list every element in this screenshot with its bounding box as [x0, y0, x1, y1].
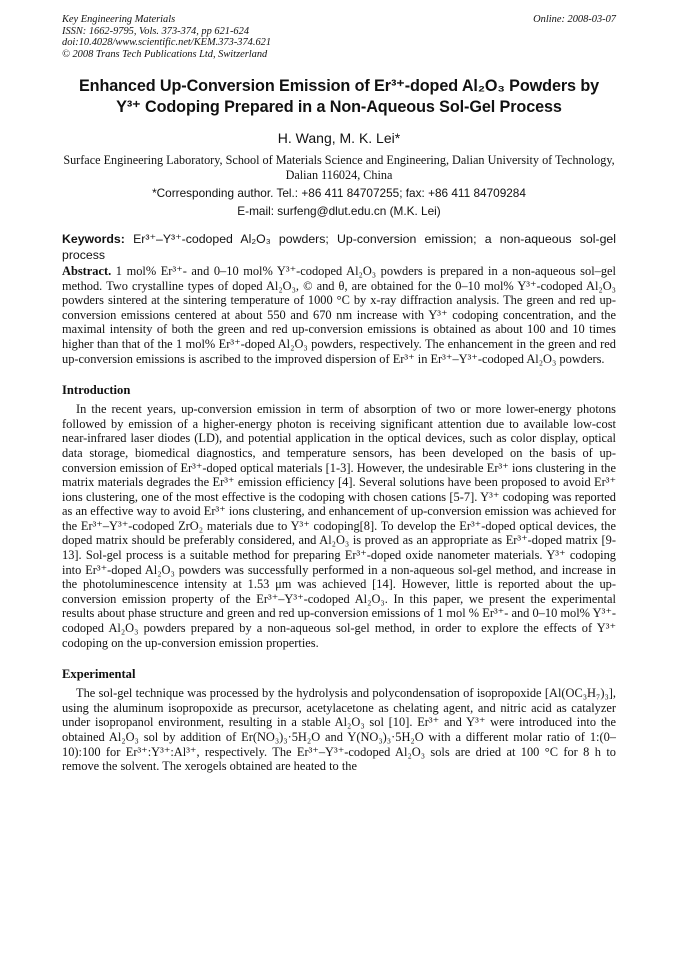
issn-line: ISSN: 1662-9795, Vols. 373-374, pp 621-624: [62, 25, 250, 37]
section-heading-introduction: Introduction: [62, 383, 131, 398]
copyright-line: © 2008 Trans Tech Publications Ltd, Switzerland: [62, 48, 268, 60]
keywords: [62, 232, 616, 264]
introduction-paragraph: In the recent years, up-conversion emission in term of absorption of two or more lower-energy photons followed by emission of a higher-energy photon is receiving significant attention due to available low-cost near-infrared laser diodes (LD), and potential application in the optical devices, such as color display, optical data storage, biomedical diagnostics, and temperature sensors, has been developed on the basis of up-conversion emission of Er³⁺-doped optical materials [1-3]. However, the undesirable Er³⁺ ions clustering in the matrix materials degrades the Er³⁺ emission efficiency [4]. Several solutions have been proposed to avoid Er³⁺ ions clustering, one of the most effective is the codoping with chosen cations [5-7]. Y³⁺ codoping was reported as an effective way to avoid Er³⁺ ions clustering, and enhancement of up-conversion emission was achieved for the Er³⁺–Y³⁺-codoped ZrO₂ materials due to Y³⁺ codoping[8]. To develop the Er³⁺-doped optical devices, the doped matrix should be preferably considered, and Al₂O₃ is proved as an appropriate as Er³⁺-doped matrix [9-13]. Sol-gel process is a suitable method for preparing Er³⁺-doped oxide nanometer materials. Y³⁺ codoping into Er³⁺-doped Al₂O₃ powders was successfully performed in a non-aqueous sol-gel method, and increase in the photoluminescence intensity at 1.53 μm was achieved [14]. However, little is reported about the up-conversion emission property of the Er³⁺–Y³⁺-codoped Al₂O₃. In this paper, we present the experimental results about phase structure and green and red up-conversion emissions of 1 mol % Er³⁺- and 0–10 mol% Y³⁺-codoped Al₂O₃ powders prepared by a non-aqueous sol-gel method, in order to explore the effects of Y³⁺ codoping on the up-conversion emission properties.: [62, 402, 616, 650]
paper-page: [62, 14, 616, 774]
email-line[interactable]: E-mail: surfeng@dlut.edu.cn (M.K. Lei): [237, 204, 441, 219]
experimental-paragraph: The sol-gel technique was processed by the hydrolysis and polycondensation of isopropoxide [Al(OC₃H₇)₃], using the aluminum isopropoxide as precursor, acetylacetone as chelating agent, and nitric acid as catalyzer under isopropanol environment, resulting in a stable Al₂O₃ sol [10]. Er³⁺ and Y³⁺ were introduced into the obtained Al₂O₃ sol by addition of Er(NO₃)₃·5H₂O and Y(NO₃)₃·5H₂O with a different molar ratio of 1:(0–10):100 for Er³⁺:Y³⁺:Al³⁺, respectively. The Er³⁺–Y³⁺-codoped Al₂O₃ sols are dried at 100 °C for 8 h to remove the solvent. The xerogels obtained are heated to the: [62, 686, 616, 774]
journal-name: Key Engineering Materials: [62, 14, 176, 25]
abstract-text: 1 mol% Er³⁺- and 0–10 mol% Y³⁺-codoped Al₂O₃ powders is prepared in a non-aqueous sol–gel method. Two crystalline types of doped Al₂O₃, © and θ, are obtained for the 0–10 mol% Y³⁺-codoped Al₂O₃ powders sintered at the sintering temperature of 1000 °C by x-ray diffraction analysis. The green and red up-conversion emissions centered at about 550 and 670 nm increase with Y³⁺ codoping concentration, and the maximal intensity of both the green and red up-conversion emissions is obtained as about 100 and 10 times higher than that of the 1 mol% Er³⁺-doped Al₂O₃ powders, respectively. The enhancement in the green and red up-conversion emissions is ascribed to the improved dispersion of Er³⁺ in Er³⁺–Y³⁺-codoped Al₂O₃ powders.: [62, 263, 616, 366]
title-line-2: Y³⁺ Codoping Prepared in a Non-Aqueous Sol-Gel Process: [116, 98, 562, 117]
abstract-label: Abstract.: [62, 263, 112, 278]
affiliation: Surface Engineering Laboratory, School of Materials Science and Engineering, Dalian University of Technology, Dalian 116024, China: [63, 153, 615, 183]
authors: H. Wang, M. K. Lei*: [277, 130, 401, 147]
title-line-1: Enhanced Up-Conversion Emission of Er³⁺-doped Al₂O₃ Powders by: [78, 77, 600, 96]
keywords-text: Er³⁺–Y³⁺-codoped Al₂O₃ powders; Up-conversion emission; a non-aqueous sol-gel process: [62, 232, 617, 263]
journal-header: [62, 14, 616, 60]
online-date: Online: 2008-03-07: [533, 14, 616, 25]
corresponding-author: *Corresponding author. Tel.: +86 411 84707255; fax: +86 411 84709284: [152, 186, 526, 201]
abstract: [62, 264, 616, 366]
keywords-label: Keywords:: [62, 232, 125, 247]
paper-title: [62, 76, 616, 118]
doi-line[interactable]: doi:10.4028/www.scientific.net/KEM.373-374.621: [62, 37, 272, 49]
section-heading-experimental: Experimental: [62, 667, 136, 682]
